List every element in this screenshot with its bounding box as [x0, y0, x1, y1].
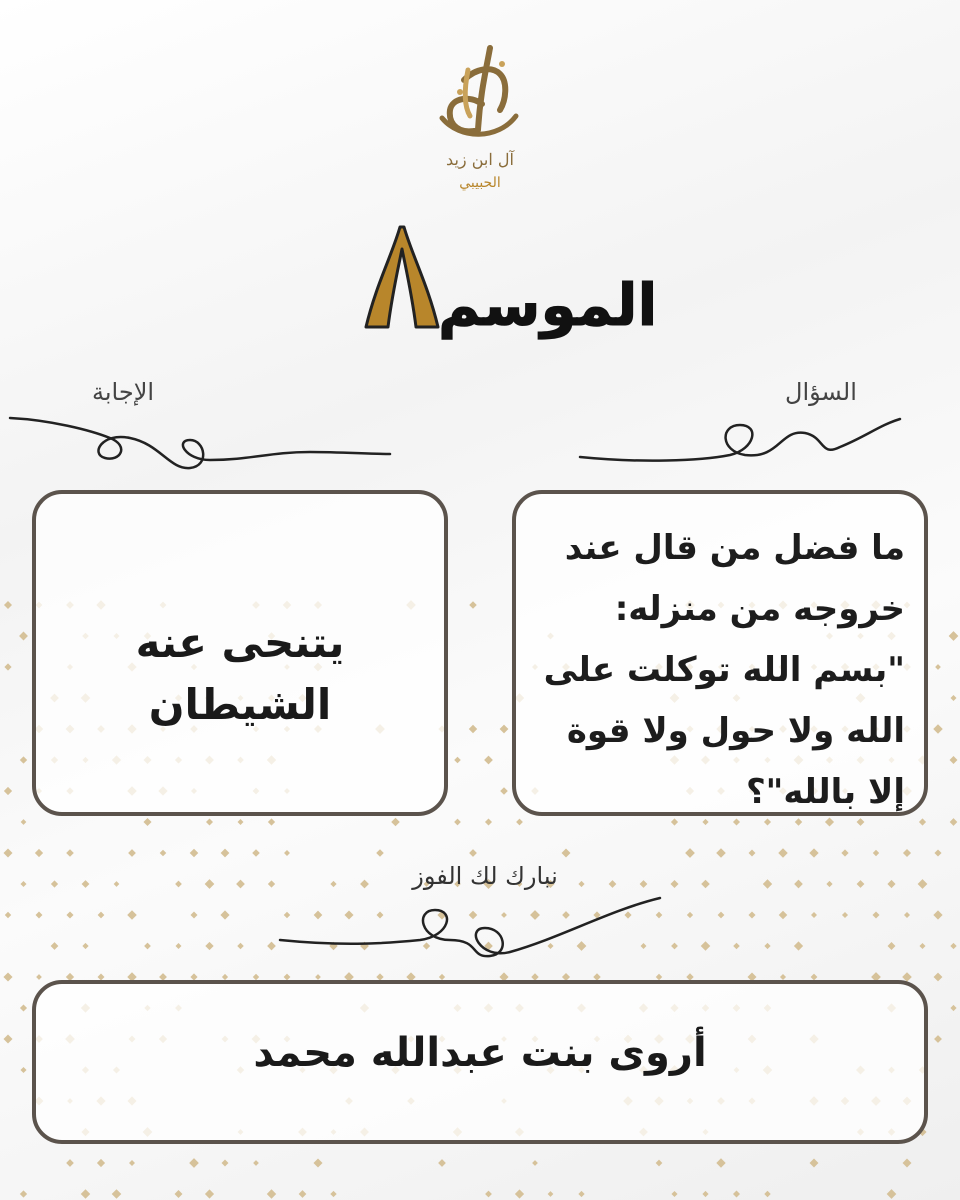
- decorative-dot: [500, 787, 508, 795]
- decorative-dot: [220, 910, 229, 919]
- decorative-dot: [20, 881, 26, 887]
- decorative-dot: [81, 1189, 91, 1199]
- decorative-dot: [919, 943, 925, 949]
- decorative-dot: [779, 911, 788, 920]
- decorative-dot: [548, 1191, 554, 1197]
- decorative-dot: [267, 1189, 276, 1198]
- decorative-dot: [35, 849, 43, 857]
- season-label: الموسم: [438, 271, 658, 339]
- decorative-dot: [933, 724, 942, 733]
- decorative-dot: [4, 601, 12, 609]
- decorative-dot: [950, 1005, 956, 1011]
- decorative-dot: [3, 1034, 12, 1043]
- decorative-dot: [175, 881, 182, 888]
- decorative-dot: [98, 912, 105, 919]
- winner-divider-flourish: [280, 890, 680, 970]
- decorative-dot: [4, 849, 13, 858]
- decorative-dot: [330, 881, 336, 887]
- decorative-dot: [82, 943, 88, 949]
- decorative-dot: [933, 910, 942, 919]
- decorative-dot: [112, 1189, 122, 1199]
- decorative-dot: [702, 1191, 708, 1197]
- decorative-dot: [20, 1004, 27, 1011]
- decorative-dot: [826, 881, 832, 887]
- answer-heading: الإجابة: [92, 378, 155, 406]
- decorative-dot: [810, 1159, 819, 1168]
- decorative-dot: [438, 1159, 446, 1167]
- decorative-dot: [685, 848, 695, 858]
- decorative-dot: [670, 880, 678, 888]
- season-heading: [300, 225, 660, 345]
- decorative-dot: [268, 818, 275, 825]
- decorative-dot: [330, 1191, 336, 1197]
- decorative-dot: [268, 880, 275, 887]
- decorative-dot: [205, 942, 213, 950]
- decorative-dot: [872, 911, 879, 918]
- decorative-dot: [36, 974, 42, 980]
- decorative-dot: [903, 849, 911, 857]
- decorative-dot: [919, 818, 926, 825]
- decorative-dot: [562, 849, 571, 858]
- season-number-eight: [362, 225, 442, 335]
- decorative-dot: [949, 631, 959, 641]
- decorative-dot: [515, 1189, 524, 1198]
- decorative-dot: [82, 880, 90, 888]
- decorative-dot: [66, 1159, 74, 1167]
- decorative-dot: [176, 943, 182, 949]
- decorative-dot: [887, 1189, 897, 1199]
- decorative-dot: [129, 1160, 135, 1166]
- decorative-dot: [903, 1159, 912, 1168]
- decorative-dot: [206, 819, 213, 826]
- decorative-dot: [934, 973, 943, 982]
- decorative-dot: [794, 941, 803, 950]
- decorative-dot: [640, 880, 648, 888]
- decorative-dot: [143, 818, 151, 826]
- decorative-dot: [578, 1191, 584, 1197]
- decorative-dot: [205, 1189, 214, 1198]
- decorative-dot: [360, 880, 369, 889]
- decorative-dot: [51, 880, 58, 887]
- decorative-dot: [51, 942, 59, 950]
- winner-heading: نبارك لك الفوز: [412, 862, 558, 890]
- decorative-dot: [841, 849, 848, 856]
- decorative-dot: [191, 912, 198, 919]
- decorative-dot: [238, 819, 244, 825]
- decorative-dot: [4, 663, 11, 670]
- decorative-dot: [237, 943, 243, 949]
- season-number-text: [396, 265, 397, 266]
- decorative-dot: [4, 787, 12, 795]
- decorative-dot: [114, 881, 120, 887]
- decorative-dot: [252, 849, 260, 857]
- decorative-dot: [842, 912, 848, 918]
- decorative-dot: [950, 943, 956, 949]
- decorative-dot: [127, 910, 137, 920]
- decorative-dot: [809, 848, 818, 857]
- decorative-dot: [764, 943, 770, 949]
- decorative-dot: [764, 1191, 770, 1197]
- decorative-dot: [128, 849, 136, 857]
- decorative-dot: [904, 912, 910, 918]
- answer-text: يتنحى عنه الشيطان: [135, 618, 345, 729]
- decorative-dot: [454, 819, 461, 826]
- decorative-dot: [205, 879, 215, 889]
- decorative-dot: [485, 1191, 492, 1198]
- decorative-dot: [469, 725, 477, 733]
- decorative-dot: [189, 1158, 199, 1168]
- decorative-dot: [778, 848, 788, 858]
- decorative-dot: [315, 974, 321, 980]
- decorative-dot: [485, 818, 492, 825]
- decorative-dot: [253, 1160, 259, 1166]
- decorative-dot: [811, 912, 817, 918]
- decorative-dot: [222, 1160, 229, 1167]
- decorative-dot: [794, 880, 803, 889]
- calligraphy-logo-icon: [420, 40, 540, 150]
- decorative-dot: [313, 1158, 322, 1167]
- decorative-dot: [5, 912, 11, 918]
- decorative-dot: [20, 1190, 27, 1197]
- decorative-dot: [609, 880, 617, 888]
- question-text: ما فضل من قال عند خروجه من منزله: "بسم الله توكلت على الله ولا حول ولا قوة إلا بالله"؟: [543, 528, 905, 812]
- decorative-dot: [20, 756, 27, 763]
- decorative-dot: [716, 848, 726, 858]
- decorative-dot: [701, 880, 710, 889]
- decorative-dot: [236, 880, 245, 889]
- answer-divider-flourish: [10, 410, 390, 480]
- decorative-dot: [454, 757, 461, 764]
- decorative-dot: [532, 1160, 538, 1166]
- decorative-dot: [950, 818, 958, 826]
- decorative-dot: [19, 632, 28, 641]
- decorative-dot: [469, 849, 477, 857]
- decorative-dot: [469, 601, 477, 609]
- decorative-dot: [36, 912, 43, 919]
- decorative-dot: [267, 942, 276, 951]
- decorative-dot: [733, 1191, 740, 1198]
- decorative-dot: [950, 756, 958, 764]
- logo-main-text: الحبيبي: [459, 175, 501, 191]
- decorative-dot: [175, 1190, 183, 1198]
- winner-name: أروى بنت عبدالله محمد: [253, 1030, 707, 1076]
- decorative-dot: [221, 849, 230, 858]
- decorative-dot: [701, 941, 711, 951]
- decorative-dot: [763, 879, 772, 888]
- decorative-dot: [918, 879, 928, 889]
- decorative-dot: [934, 849, 941, 856]
- decorative-dot: [376, 849, 384, 857]
- decorative-dot: [873, 850, 879, 856]
- decorative-dot: [160, 850, 167, 857]
- decorative-dot: [935, 664, 941, 670]
- decorative-dot: [66, 911, 73, 918]
- decorative-dot: [299, 1190, 307, 1198]
- decorative-dot: [857, 880, 865, 888]
- logo-subtitle: آل ابن زيد: [446, 150, 514, 169]
- decorative-dot: [484, 756, 493, 765]
- decorative-dot: [888, 942, 896, 950]
- decorative-dot: [656, 1160, 663, 1167]
- decorative-dot: [748, 911, 755, 918]
- decorative-dot: [718, 912, 725, 919]
- decorative-dot: [934, 1035, 942, 1043]
- decorative-dot: [66, 849, 74, 857]
- decorative-dot: [716, 1158, 725, 1167]
- decorative-dot: [671, 1191, 677, 1197]
- decorative-dot: [20, 1067, 26, 1073]
- decorative-dot: [500, 725, 509, 734]
- decorative-dot: [733, 943, 740, 950]
- decorative-dot: [391, 818, 400, 827]
- question-heading: السؤال: [785, 378, 857, 406]
- decorative-dot: [21, 819, 27, 825]
- brand-logo: [420, 40, 540, 215]
- decorative-dot: [887, 880, 895, 888]
- decorative-dot: [951, 695, 957, 701]
- decorative-dot: [687, 912, 693, 918]
- decorative-dot: [749, 850, 756, 857]
- decorative-dot: [284, 850, 290, 856]
- question-divider-flourish: [580, 415, 900, 475]
- decorative-dot: [144, 943, 151, 950]
- decorative-dot: [3, 972, 12, 981]
- decorative-dot: [97, 1159, 105, 1167]
- decorative-dot: [190, 849, 199, 858]
